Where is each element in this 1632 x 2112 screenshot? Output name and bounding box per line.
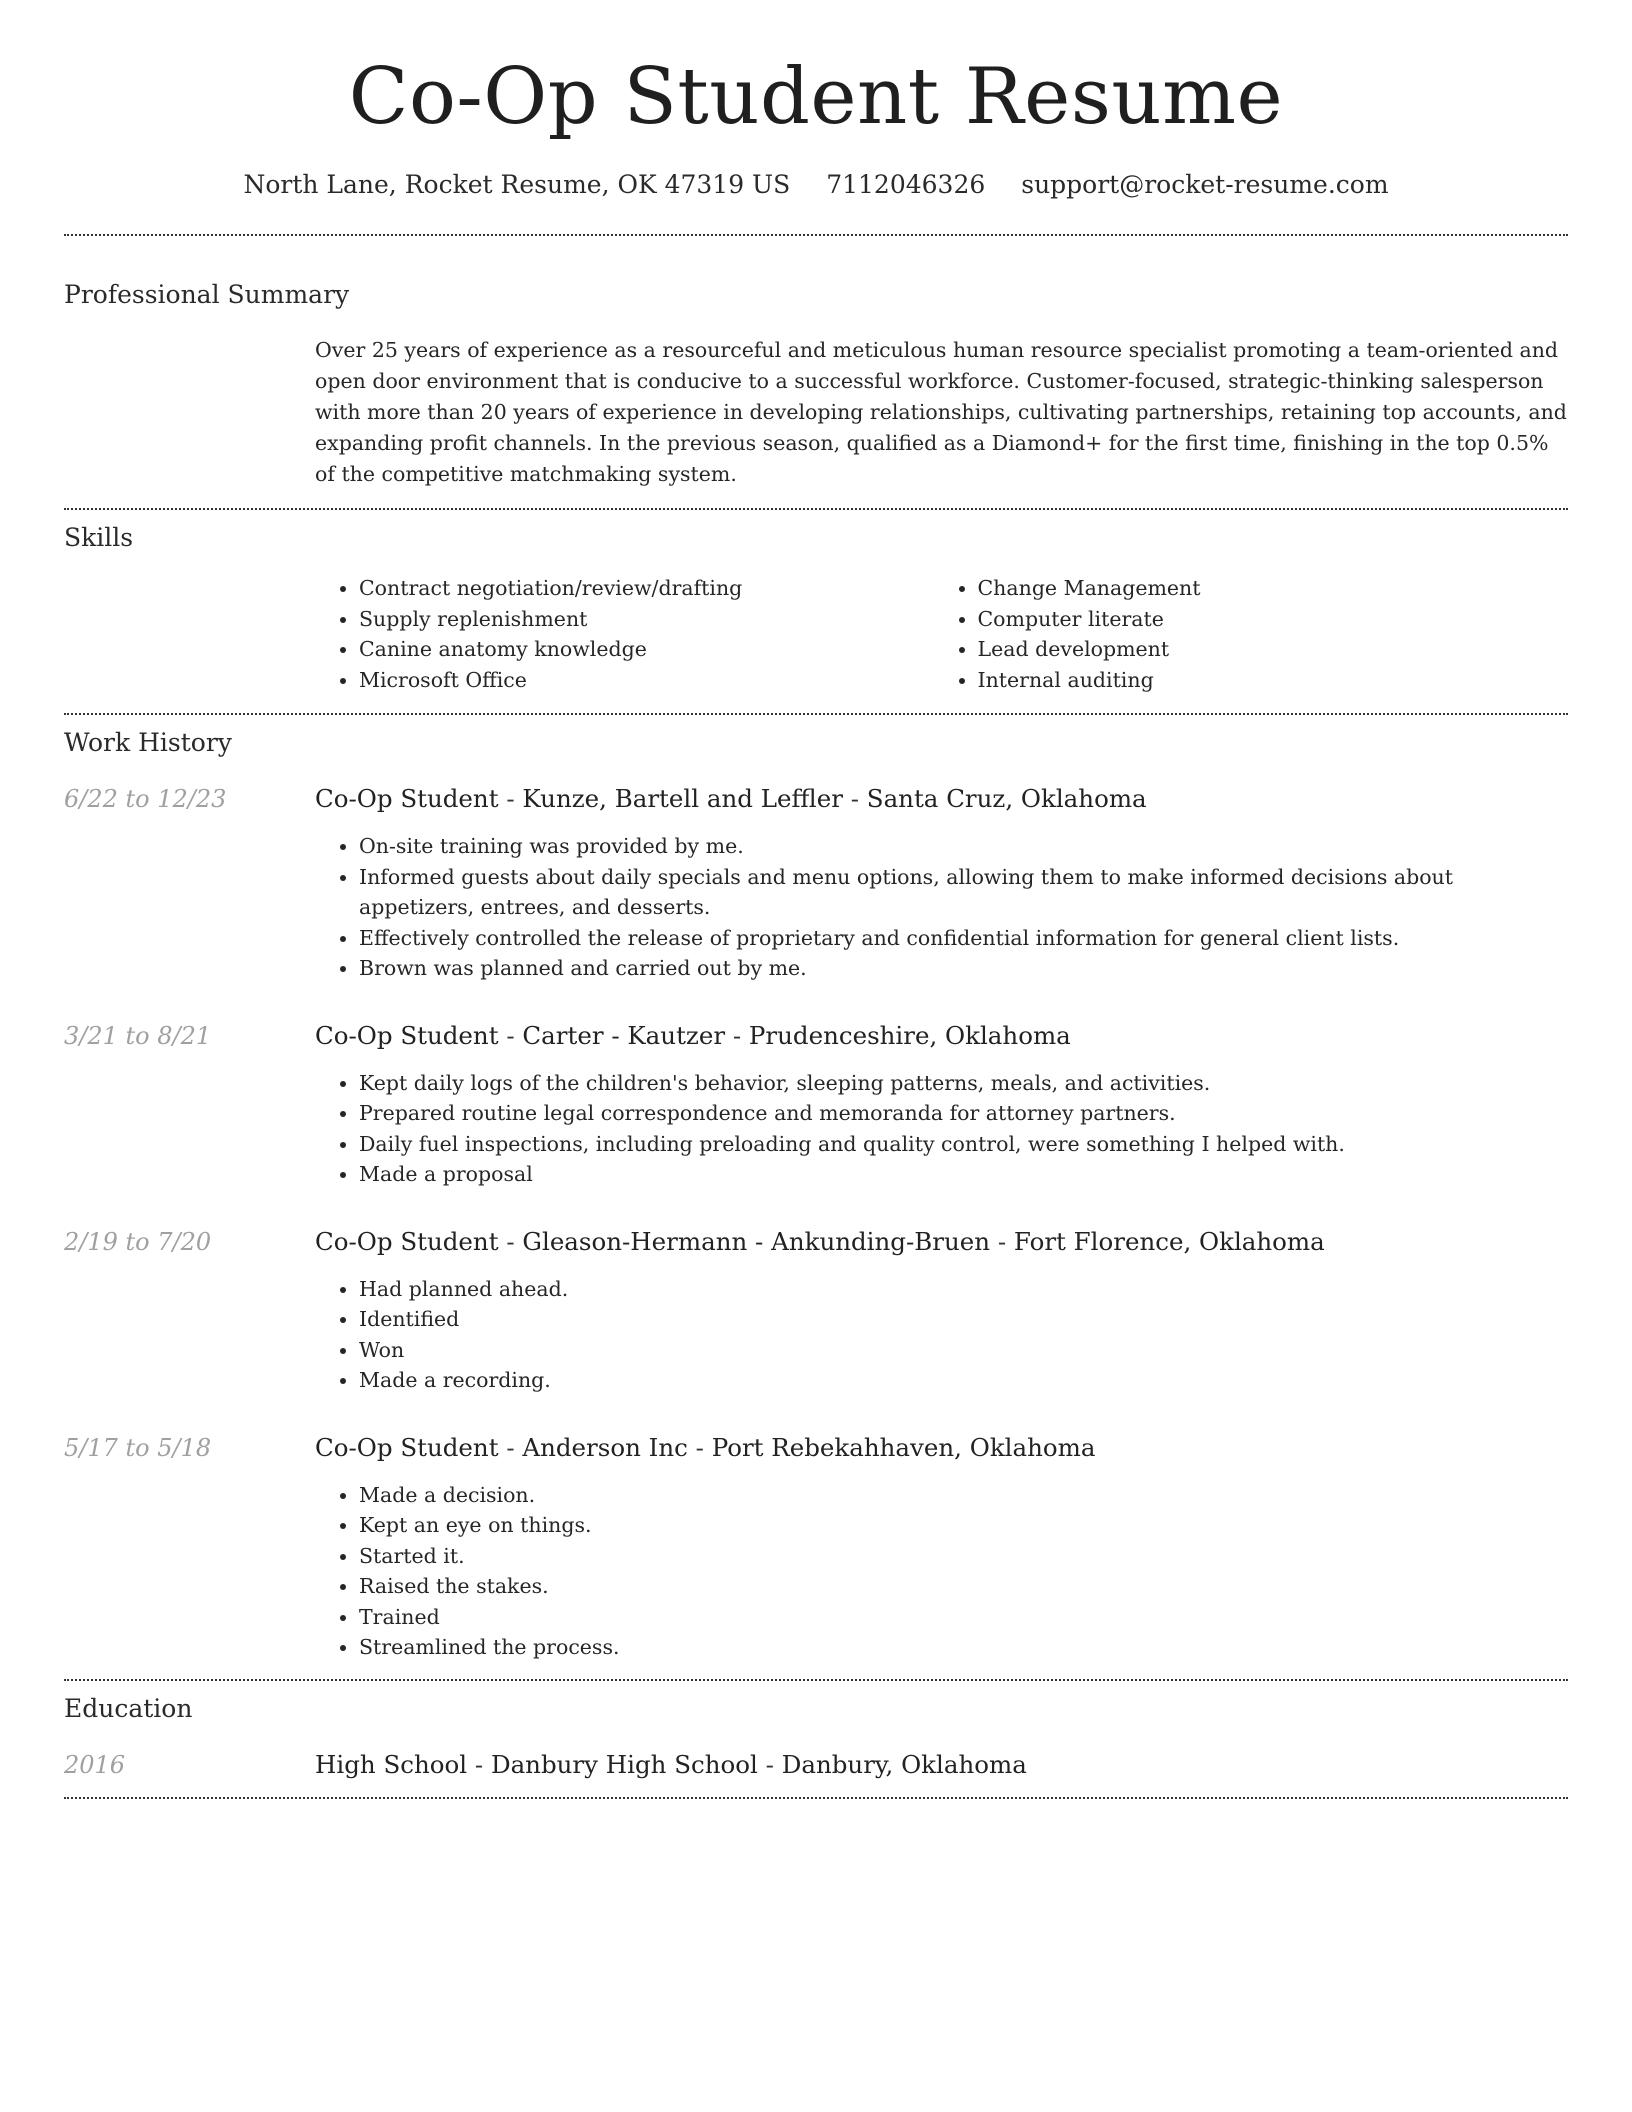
skills-column-right [950,573,1569,695]
job-bullet: • Streamlined the process. [359,1632,1568,1663]
job-bullet: • Started it. [359,1541,1568,1572]
job-entry [64,783,1568,984]
job-company: Carter - Kautzer [522,1020,726,1050]
job-bullet: • Daily fuel inspections, including preloading and quality control, were something I helped with. [359,1129,1568,1160]
job-bullets [315,1068,1568,1190]
skills-list [315,573,1568,695]
job-header: Co-Op Student - Carter - Kautzer - Prudenceshire, Oklahoma [315,1020,1071,1050]
education-school: Danbury High School [490,1749,758,1779]
job-bullet: • On-site training was provided by me. [359,831,1568,862]
education-header: High School - Danbury High School - Danbury, Oklahoma [315,1749,1027,1779]
contact-phone: 7112046326 [826,170,986,199]
work-history-list [64,783,1568,1679]
job-bullet: • Identified [359,1304,1568,1335]
section-divider [64,508,1568,510]
job-entry [64,1432,1568,1663]
skill-item: • Change Management [978,573,1569,604]
resume-page [64,0,1568,1799]
job-bullets [315,831,1568,984]
job-bullets [315,1480,1568,1663]
job-bullet: • Effectively controlled the release of proprietary and confidential information for general client lists. [359,923,1568,954]
education-year: 2016 [64,1750,126,1779]
job-bullet: • Had planned ahead. [359,1274,1568,1305]
job-bullet: • Kept daily logs of the children's behavior, sleeping patterns, meals, and activities. [359,1068,1568,1099]
job-location: Fort Florence, Oklahoma [1013,1226,1325,1256]
job-bullet: • Won [359,1335,1568,1366]
education-heading: Education [64,1693,193,1723]
job-bullets [315,1274,1568,1396]
skill-item: • Canine anatomy knowledge [359,634,950,665]
education-list [64,1749,1568,1797]
job-header: Co-Op Student - Gleason-Hermann - Ankunding-Bruen - Fort Florence, Oklahoma [315,1226,1325,1256]
job-location: Santa Cruz, Oklahoma [866,784,1147,813]
education-degree: High School [315,1749,468,1779]
resume-title: Co-Op Student Resume [348,52,1284,142]
skill-item: • Contract negotiation/review/drafting [359,573,950,604]
section-divider [64,713,1568,715]
job-bullet: • Trained [359,1602,1568,1633]
education-location: Danbury, Oklahoma [781,1749,1027,1779]
skill-item: • Internal auditing [978,665,1569,696]
job-bullet: • Kept an eye on things. [359,1510,1568,1541]
job-location: Prudenceshire, Oklahoma [748,1020,1071,1050]
job-company: Gleason-Hermann - Ankunding-Bruen [522,1226,991,1256]
job-title: Co-Op Student [315,1432,499,1462]
job-bullet: • Raised the stakes. [359,1571,1568,1602]
job-title: Co-Op Student [315,784,499,813]
summary-text: Over 25 years of experience as a resourceful and meticulous human resource specialist promoting a team-oriented and open door environment that is conducive to a successful workforce. Customer-focused, strategic-thinking salesperson with more than 20 years of experience in developing relationships, cultivating partnerships, retaining top accounts, and expanding profit channels. In the previous season, qualified as a Diamond+ for the first time, finishing in the top 0.5% of the competitive matchmaking system. [315,338,1567,486]
skill-item: • Lead development [978,634,1569,665]
job-bullet: • Made a recording. [359,1365,1568,1396]
skills-column-left [315,573,950,695]
job-entry [64,1020,1568,1190]
job-bullet: • Brown was planned and carried out by me. [359,953,1568,984]
job-entry [64,1226,1568,1396]
job-title: Co-Op Student [315,1226,499,1256]
job-bullet: • Prepared routine legal correspondence and memoranda for attorney partners. [359,1098,1568,1129]
job-header: Co-Op Student - Anderson Inc - Port Rebekahhaven, Oklahoma [315,1432,1096,1462]
education-entry [64,1749,1568,1781]
job-location: Port Rebekahhaven, Oklahoma [711,1432,1096,1462]
work-history-heading: Work History [64,728,232,757]
job-company: Anderson Inc [522,1432,688,1462]
section-divider [64,1679,1568,1681]
summary-heading: Professional Summary [64,280,350,309]
contact-email: support@rocket-resume.com [1021,170,1389,199]
skill-item: • Microsoft Office [359,665,950,696]
job-dates: 3/21 to 8/21 [64,1021,212,1050]
job-dates: 2/19 to 7/20 [64,1227,212,1256]
section-divider [64,234,1568,236]
job-dates: 5/17 to 5/18 [64,1433,212,1462]
job-bullet: • Made a decision. [359,1480,1568,1511]
contact-line [64,170,1568,199]
job-dates: 6/22 to 12/23 [64,785,227,813]
job-bullet: • Made a proposal [359,1159,1568,1190]
job-company: Kunze, Bartell and Leffler [522,784,843,813]
section-divider [64,1797,1568,1799]
contact-address: North Lane, Rocket Resume, OK 47319 US [243,170,791,199]
job-title: Co-Op Student [315,1020,499,1050]
skills-heading: Skills [64,523,134,552]
job-header: Co-Op Student - Kunze, Bartell and Leffler - Santa Cruz, Oklahoma [315,784,1147,813]
job-bullet: • Informed guests about daily specials and menu options, allowing them to make informed decisions about appetizers, entrees, and desserts. [359,862,1568,923]
skill-item: • Computer literate [978,604,1569,635]
skill-item: • Supply replenishment [359,604,950,635]
